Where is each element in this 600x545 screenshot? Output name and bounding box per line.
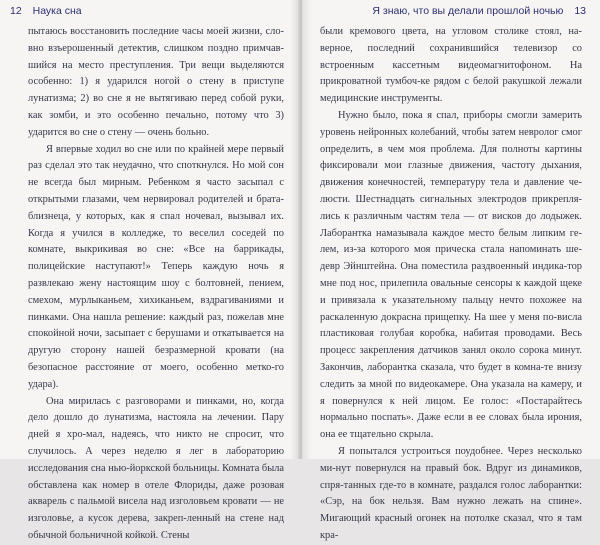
left-page-body bbox=[28, 24, 284, 545]
left-page bbox=[0, 0, 298, 541]
paragraph: Она мирилась с разговорами и пинками, но, когда дело дошло до лунатизма, настояла на лечении. Пару дней я хро-мал, надеясь, что никто не спросит, что случилось. А через неделю я лег в лабораторию исследования сна нью-йоркской больницы. Комната была обставлена как номер в отеле Флориды, даже розовая акварель с пальмой висела над изголовьем кровати — не изголовье, а кусок дерева, закреп-ленный на стене над обычной больничной койкой. Стены bbox=[28, 395, 284, 541]
left-running-header bbox=[10, 5, 82, 19]
left-page-number: 12 bbox=[10, 5, 22, 17]
paragraph: Нужно было, пока я спал, приборы смогли замерить уровень нейронных колебаний, чтобы затем невролог смог определить, в чем моя проблема. Для полноты картины фиксировали мои глазные движения, частоту дыхания, движения конечностей, температуру тела и давление че-люсти. Шестнадцать сигнальных электродов прикрепля-лись к различным частям тела — от висков до лодыжек. Лаборантка намазывала каждое место белым липким ге-лем, из-за которого моя прическа стала напоминать ше-девр Эйнштейна. Она поместила раздвоенный индика-тор мне под нос, прилепила овальные сенсоры к каждой щеке и привязала к указательному пальцу нечто похожее на раскаленную докрасна прищепку. На шее у меня по-висла пластиковая голубая коробка, набитая проводами. Весь процесс закрепления датчиков занял около сорока минут. Закончив, лаборантка сказала, что будет в комна-те внизу следить за мной по видеокамере. Она указала на камеру, и я повернулся к ней лицом. Ее голос: «Постарайтесь нормально поспать». Даже если в ее словах была ирония, она ее тщательно скрыла. bbox=[320, 109, 582, 441]
left-running-head-title: Наука сна bbox=[32, 5, 82, 17]
right-running-header bbox=[372, 5, 586, 19]
right-page-body bbox=[320, 24, 582, 545]
right-page bbox=[302, 0, 600, 541]
paragraph: Я попытался устроиться поудобнее. Через несколько ми-нут повернулся на правый бок. Вдруг из динамиков, спря-танных где-то в комнате, раздался голос лаборантки: «Сэр, на бок нельзя. Вам нужно лежать на спине». Мигающий красный огонек на потолке сказал, что я там кра- bbox=[320, 445, 582, 541]
paragraph: Я впервые ходил во сне или по крайней мере первый раз сделал это так неудачно, что споткнулся. Но мой сон не всегда был мирным. Ребенком я часто засыпал с открытыми глазами, чем нервировал родителей и брата-близнеца, у которых, как я спал ночевал, вызывал их. Когда я учился в колледже, то веселил соседей по комнате, выкрикивая во сне: «Все на баррикады, полицейские наступают!» Теперь каждую ночь я развлекаю жену настоящим шоу с болтовней, пением, смехом, мурлыканьем, хихиканьем, вздрагиваниями и пинками. Она нашла решение: каждый раз, пожелав мне спокойной ночи, засыпает с берушами и откатывается на другую сторону нашей безразмерной кровати (на безопасное расстояние от моего, особенно метко-го удара). bbox=[28, 143, 284, 390]
paragraph: пытаюсь восстановить последние часы моей жизни, сло-вно взъерошенный детектив, слишком поздно примчав-шийся на место преступления. Три вещи выделяются особенно: 1) я ударился ногой о стену в приступе лунатизма; 2) во сне я не вытягиваю перед собой руки, как зомби, и это особенно печально, потому что 3) ударится во сне о стену — очень больно. bbox=[28, 26, 284, 138]
right-running-head-title: Я знаю, что вы делали прошлой ночью bbox=[372, 5, 564, 17]
right-page-number: 13 bbox=[574, 5, 586, 17]
paragraph: были кремового цвета, на угловом столике стоял, на-верное, последний сохранившийся телевизор со встроенным кассетным видеомагнитофоном. На прикроватной тумбоч-ке рядом с белой ракушкой лежали медицинские инструменты. bbox=[320, 26, 582, 105]
